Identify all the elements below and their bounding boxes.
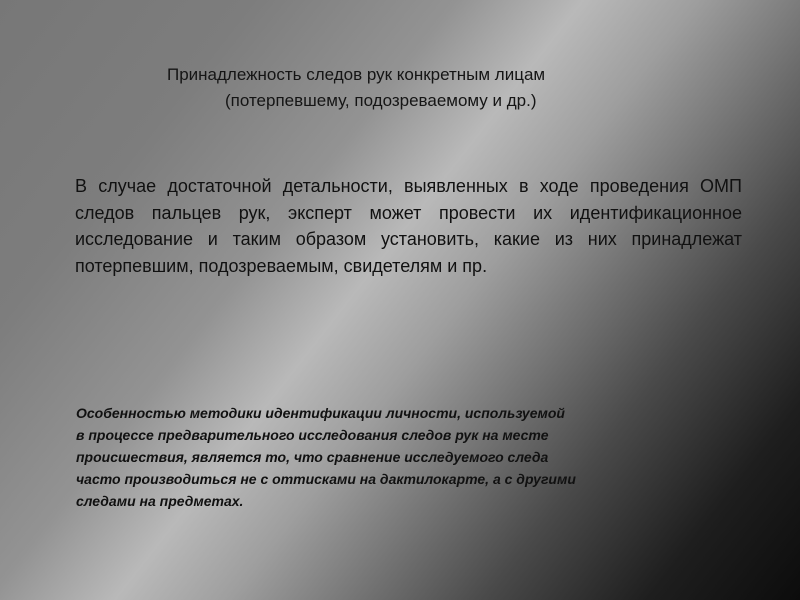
note-line: следами на предметах. (76, 493, 244, 509)
slide-title (150, 62, 670, 114)
title-line-1: Принадлежность следов рук конкретным лицам (167, 65, 546, 84)
note-paragraph (76, 402, 736, 512)
note-line: в процессе предварительного исследования следов рук на месте (76, 427, 549, 443)
note-line: происшествия, является то, что сравнение исследуемого следа (76, 449, 549, 465)
title-line-2: (потерпевшему, подозреваемому и др.) (225, 91, 537, 110)
body-paragraph: В случае достаточной детальности, выявленных в ходе проведения ОМП следов пальцев рук, эксперт может провести их идентификационное исследование и таким образом установить, какие из них принадлежат потерпевшим, подозреваемым, свидетелям и пр. (75, 176, 742, 276)
note-line: Особенностью методики идентификации личности, используемой (76, 405, 565, 421)
note-line: часто производиться не с оттисками на дактилокарте, а с другими (76, 471, 576, 487)
